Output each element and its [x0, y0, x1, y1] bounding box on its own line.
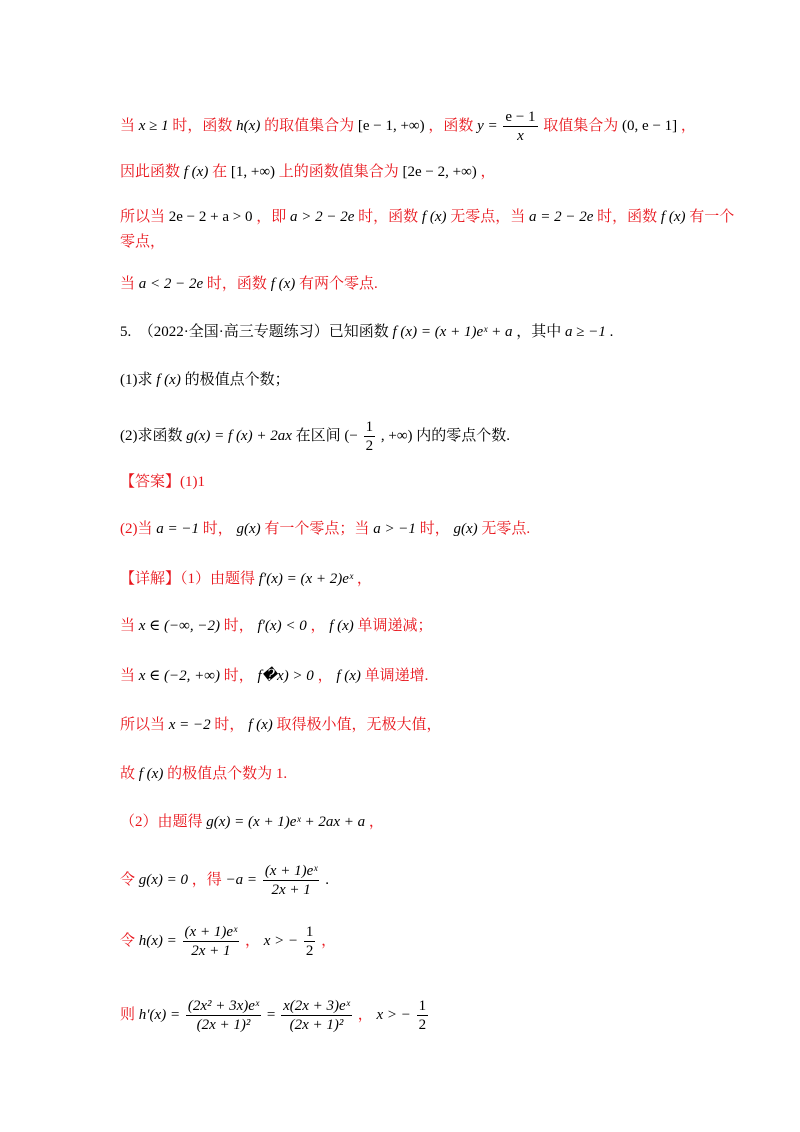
text: ， — [680, 117, 696, 134]
text: 内的零点个数. — [416, 427, 511, 444]
math: a > −1 — [373, 521, 416, 537]
line-2 — [120, 160, 720, 184]
math: f�x) > 0 — [257, 668, 314, 684]
problem-5-part-1 — [120, 368, 720, 392]
text: (1)求 — [120, 372, 153, 388]
text: 有两个零点. — [299, 276, 378, 292]
text: 令 — [120, 932, 136, 949]
math: a = 2 − 2e — [529, 209, 594, 225]
problem-5-statement — [120, 320, 720, 344]
text: 零点， — [120, 234, 166, 250]
line-4 — [120, 272, 720, 296]
answer-1 — [120, 470, 720, 494]
numerator: 1 — [418, 998, 427, 1014]
math: f (x) — [660, 209, 686, 225]
denominator: 2x + 1 — [183, 941, 240, 960]
math: , +∞) — [380, 427, 413, 444]
math: f′(x) < 0 — [257, 618, 307, 634]
text: ， — [356, 571, 372, 587]
text: 取得极小值，无极大值， — [276, 717, 442, 733]
line-1 — [120, 108, 720, 145]
text: ， — [310, 618, 326, 634]
math: f (x) — [421, 209, 447, 225]
text: 5. （2022·全国·高三专题练习）已知函数 — [120, 324, 389, 340]
math: x ∈ (−2, +∞) — [138, 668, 220, 684]
math: f (x) — [138, 766, 164, 782]
text: ， — [357, 1006, 373, 1023]
fraction — [186, 997, 261, 1034]
text: 时， — [419, 521, 450, 537]
detail-8 — [120, 923, 720, 960]
denominator: 2 — [365, 438, 374, 454]
fraction — [304, 923, 316, 960]
detail-2 — [120, 614, 720, 638]
text: 因此函数 — [120, 164, 181, 180]
text: 时，函数 — [206, 276, 267, 292]
text: . — [325, 871, 329, 888]
fraction — [263, 862, 320, 899]
text: 的取值集合为 — [264, 117, 355, 134]
text: 故 — [120, 766, 136, 782]
text: 1. — [275, 766, 288, 782]
text: ， — [480, 164, 496, 180]
answer-2 — [120, 517, 720, 541]
math: f (x) — [156, 372, 181, 388]
denominator: 2 — [418, 1017, 427, 1033]
text: 上的函数值集合为 — [278, 164, 399, 180]
fraction — [503, 108, 537, 145]
math: x ≥ 1 — [138, 117, 169, 134]
denominator: 2 — [305, 943, 314, 959]
math: f (x) — [248, 717, 273, 733]
text: ， — [321, 932, 337, 949]
denominator: (2x + 1)² — [186, 1015, 261, 1034]
fraction — [417, 997, 429, 1034]
text: 时， — [223, 618, 254, 634]
answer-heading: 【答案】(1)1 — [120, 474, 205, 490]
math: a > 2 − 2e — [289, 209, 355, 225]
text: 时，函数 — [597, 209, 658, 225]
math: f′(x) = (x + 2)eˣ — [258, 571, 354, 587]
math: g(x) = 0 — [138, 871, 189, 888]
math: [e − 1, +∞) — [357, 117, 425, 134]
numerator: 1 — [365, 419, 374, 435]
detail-heading: 【详解】（1）由题得 — [120, 571, 256, 587]
denominator: x — [503, 126, 537, 145]
detail-4 — [120, 713, 720, 737]
detail-1 — [120, 567, 720, 591]
line-3 — [120, 205, 735, 229]
text: . — [609, 324, 614, 340]
text: 时，函数 — [172, 117, 233, 134]
text: 的极值点个数； — [184, 372, 290, 388]
text: 无零点. — [481, 521, 531, 537]
math: y = — [477, 117, 498, 134]
math: a = −1 — [156, 521, 199, 537]
text: (2)求函数 — [120, 427, 183, 444]
math: h′(x) = — [138, 1006, 181, 1023]
line-3-cont — [120, 230, 720, 254]
math: f (x) — [270, 276, 296, 292]
math: h(x) = — [138, 932, 177, 949]
numerator: (2x² + 3x)eˣ — [187, 998, 260, 1014]
detail-7 — [120, 862, 720, 899]
math: a < 2 − 2e — [138, 276, 204, 292]
text: 当 — [120, 618, 136, 634]
text: ，得 — [191, 871, 222, 888]
text: 则 — [120, 1006, 136, 1023]
math: [2e − 2, +∞) — [402, 164, 477, 180]
denominator: (2x + 1)² — [281, 1015, 352, 1034]
math: = — [266, 1006, 276, 1023]
math: x ∈ (−∞, −2) — [138, 618, 220, 634]
text: 无零点，当 — [450, 209, 526, 225]
text: 时， — [214, 717, 245, 733]
text: 在 — [212, 164, 228, 180]
text: （2）由题得 — [120, 814, 203, 830]
text: 令 — [120, 871, 136, 888]
text: 取值集合为 — [543, 117, 619, 134]
math: x = −2 — [168, 717, 211, 733]
math: g(x) — [236, 521, 261, 537]
text: ， — [368, 814, 384, 830]
detail-9 — [120, 997, 720, 1034]
math: f (x) = (x + 1)eˣ + a — [392, 324, 513, 340]
text: 时， — [202, 521, 233, 537]
math: g(x) = f (x) + 2ax — [186, 427, 292, 444]
text: ， — [317, 668, 333, 684]
text: 时，函数 — [358, 209, 419, 225]
fraction — [364, 418, 376, 455]
text: 时， — [223, 668, 254, 684]
math: x > − — [376, 1006, 411, 1023]
text: ，函数 — [428, 117, 474, 134]
numerator: 1 — [305, 924, 314, 940]
text: 当 — [120, 117, 136, 134]
fraction — [183, 923, 240, 960]
text: ，即 — [256, 209, 287, 225]
text: 单调递增. — [364, 668, 429, 684]
math: f (x) — [336, 668, 361, 684]
math: g(x) — [453, 521, 478, 537]
text: ，其中 — [516, 324, 562, 340]
math: 2e − 2 + a > 0 — [168, 209, 253, 225]
math: a ≥ −1 — [565, 324, 606, 340]
fraction — [281, 997, 352, 1034]
text: 所以当 — [120, 717, 166, 733]
text: 的极值点个数为 — [167, 766, 273, 782]
math: x > − — [263, 932, 299, 949]
math: h(x) — [236, 117, 261, 134]
math: g(x) = (x + 1)eˣ + 2ax + a — [206, 814, 366, 830]
detail-3 — [120, 664, 720, 688]
text: 在区间 — [295, 427, 341, 444]
problem-5-part-2 — [120, 418, 720, 455]
math: f (x) — [183, 164, 209, 180]
math: (0, e − 1] — [622, 117, 678, 134]
detail-6 — [120, 810, 720, 834]
numerator: e − 1 — [505, 109, 536, 125]
text: 有一个 — [689, 209, 735, 225]
text: ， — [244, 932, 260, 949]
text: 当 — [120, 276, 136, 292]
math: −a = — [225, 871, 258, 888]
detail-5 — [120, 762, 720, 786]
text: (2)当 — [120, 521, 153, 537]
text: 当 — [120, 668, 136, 684]
text: 单调递减； — [357, 618, 433, 634]
math: [1, +∞) — [230, 164, 276, 180]
numerator: x(2x + 3)eˣ — [283, 998, 350, 1014]
denominator: 2x + 1 — [263, 880, 320, 899]
math: (− — [344, 427, 358, 444]
numerator: (x + 1)eˣ — [184, 924, 238, 940]
numerator: (x + 1)eˣ — [264, 863, 318, 879]
text: 所以当 — [120, 209, 166, 225]
math: f (x) — [329, 618, 354, 634]
text: 有一个零点；当 — [264, 521, 370, 537]
